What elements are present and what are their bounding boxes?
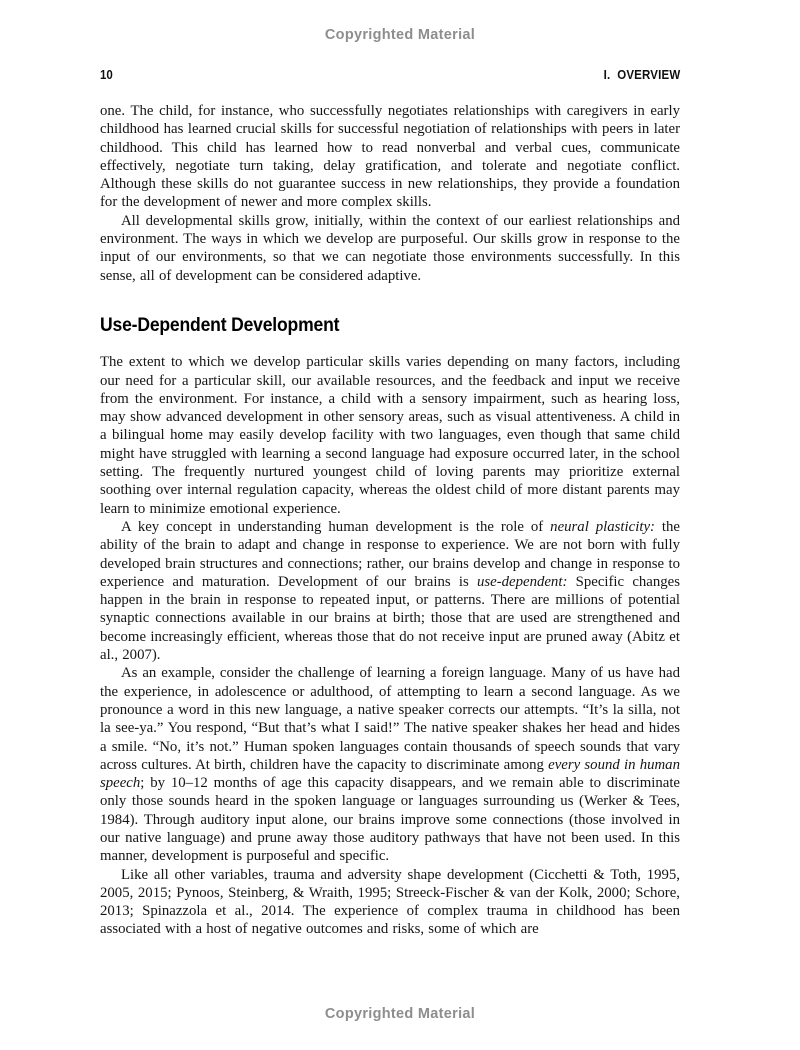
text-run: As an example, consider the challenge of learning a foreign language. Many of us have had the experience, in adolescence or adulthood, of attempting to learn a second language. As we pronounce a word in this new language, a native speaker corrects our attempts. “It’s la silla, not la see-ya.” You respond, “But that’s what I said!” The native speaker shakes her head and hides a smile. “No, it’s not.” Human spoken languages contain thousands of speech sounds that vary across cultures. At birth, children have the capacity to discriminate among <box>100 665 680 773</box>
text-run: All developmental skills grow, initially, within the context of our earliest relationships and environment. The ways in which we develop are purposeful. Our skills grow in response to the input of our environments, so that we can negotiate those environments successfully. In this sense, all of development can be considered adaptive. <box>100 212 680 284</box>
section-heading: Use-Dependent Development <box>100 313 340 336</box>
text-run: The extent to which we develop particular skills varies depending on many factors, including our need for a particular skill, our available resources, and the feedback and input we receive from the environment. For instance, a child with a sensory impairment, such as hearing loss, may show advanced development in other sensory areas, such as visual attentiveness. A child in a bilingual home may easily develop facility with two languages, even though that same child might have struggled with learning a second language had exposure occurred later, in the school setting. The frequently nurtured youngest child of loving parents may prioritize external soothing over internal regulation capacity, whereas the oldest child of more distant parents may learn to minimize emotional experience. <box>100 354 680 517</box>
paragraph <box>100 102 680 212</box>
paragraph <box>100 212 680 285</box>
running-head-title: I. OVERVIEW <box>603 68 680 82</box>
paragraph <box>100 664 680 865</box>
text-run: the ability of the brain to adapt and change in response to experience. We are not born with fully developed brain structures and connections; rather, our brains develop and change in response to experience and maturation. Development of our brains is <box>100 518 680 590</box>
text-run: ; by 10–12 months of age this capacity disappears, and we remain able to discriminate only those sounds heard in the spoken language or languages surrounding us (Werker & Tees, 1984). Through auditory input alone, our brains improve some connections (those involved in our native language) and prune away those auditory pathways that have not been used. In this manner, development is purposeful and specific. <box>100 775 680 865</box>
running-header <box>100 68 680 82</box>
italic-text-run: use-dependent: <box>476 573 568 590</box>
paragraph <box>100 866 680 939</box>
page-body <box>100 102 680 939</box>
text-run: Like all other variables, trauma and adversity shape development (Cicchetti & Toth, 1995, 2005, 2015; Pynoos, Steinberg, & Wraith, 1995; Streeck-Fischer & van der Kolk, 2000; Schore, 2013; Spinazzola et al., 2014. The experience of complex trauma in childhood has been associated with a host of negative outcomes and risks, some of which are <box>100 866 680 938</box>
text-run: A key concept in understanding human development is the role of <box>121 518 551 535</box>
paragraph <box>100 518 680 664</box>
text-run: Specific changes happen in the brain in response to repeated input, or patterns. There are millions of potential synaptic connections available in our brains at birth; those that are used are strengthened and become increasingly efficient, whereas those that do not receive input are pruned away (Abitz et al., 2007). <box>100 573 680 664</box>
text-run: one. The child, for instance, who successfully negotiates relationships with caregivers in early childhood has learned crucial skills for successful negotiation of relationships with peers in later childhood. This child has learned how to read nonverbal and verbal cues, communicate effectively, negotiate turn taking, delay gratification, and tolerate and negotiate conflict. Although these skills do not guarantee success in new relationships, they provide a foundation for the development of newer and more complex skills. <box>100 103 680 211</box>
copyright-notice-bottom: Copyrighted Material <box>324 1006 476 1022</box>
copyright-notice-top: Copyrighted Material <box>324 27 476 43</box>
page-number: 10 <box>100 68 113 82</box>
italic-text-run: neural plasticity: <box>550 518 655 535</box>
paragraph <box>100 353 680 518</box>
italic-text-run: every sound in human speech <box>100 756 680 792</box>
